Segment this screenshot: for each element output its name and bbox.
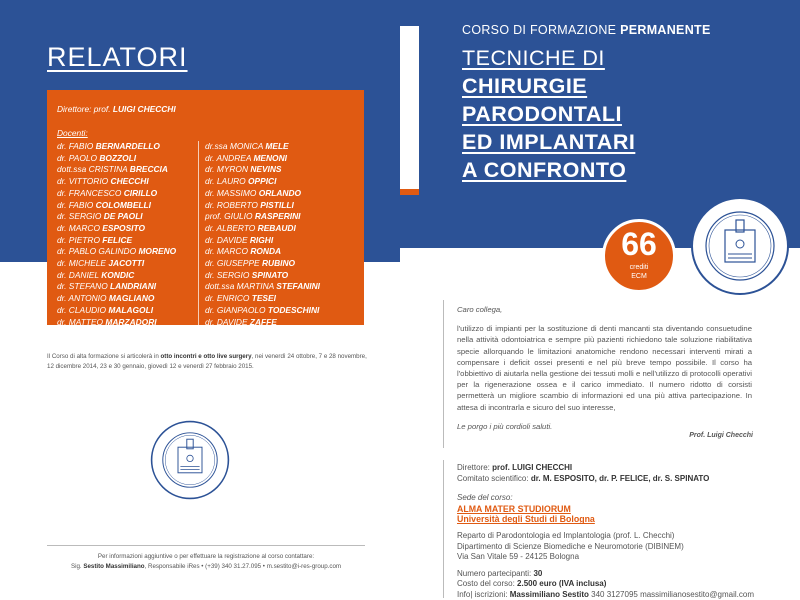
title-line-1: TECNICHE DI xyxy=(462,46,605,70)
docente-name: dr. MYRON xyxy=(205,164,251,175)
docente-item xyxy=(57,317,198,329)
letter-signature: Prof. Luigi Checchi xyxy=(689,432,753,439)
docente-name: dr. PABLO GALINDO xyxy=(57,246,139,257)
iscrizioni-line xyxy=(457,590,787,600)
docente-item xyxy=(205,141,354,153)
column-divider xyxy=(198,141,199,340)
docente-surname: BOZZOLI xyxy=(99,152,137,163)
docente-item xyxy=(205,317,354,329)
partecipanti-pre: Numero partecipanti: xyxy=(457,568,534,578)
docente-surname: TODESCHINI xyxy=(267,304,320,315)
docente-surname: RIGHI xyxy=(249,234,274,245)
letter-closing: Le porgo i più cordioli saluti. xyxy=(457,421,553,431)
info-rule xyxy=(443,460,444,598)
docente-name: dr. ENRICO xyxy=(205,293,252,304)
docente-surname: RUBINO xyxy=(261,258,296,269)
docente-item xyxy=(57,246,198,258)
title-line-4: ED IMPLANTARI xyxy=(462,130,636,154)
docente-name: dr. MASSIMO xyxy=(205,187,259,198)
docente-surname: CIRILLO xyxy=(123,187,158,198)
docente-surname: LANDRIANI xyxy=(110,281,157,292)
credits-number: 66 xyxy=(621,226,657,262)
info-pre: Sig. xyxy=(70,563,84,570)
docente-name: dr. VITTORIO xyxy=(57,176,111,187)
title-accent-white-bar xyxy=(400,26,419,189)
title-accent-orange-bar xyxy=(400,189,419,195)
docente-name: dr. ALBERTO xyxy=(205,222,258,233)
docente-item xyxy=(205,246,354,258)
docente-surname: RASPERINI xyxy=(254,211,301,222)
course-info xyxy=(457,463,787,600)
docente-name: dr.ssa MONICA xyxy=(205,141,266,151)
docente-surname: PISTILLI xyxy=(260,199,294,210)
right-page xyxy=(400,0,800,600)
docente-name: dr. MARCO xyxy=(57,222,103,233)
docente-surname: RONDA xyxy=(250,246,282,257)
docente-item xyxy=(205,164,354,176)
docenti-columns xyxy=(57,141,354,340)
docente-surname: DE PAOLI xyxy=(103,211,143,222)
docente-name: dott.ssa MARTINA xyxy=(205,281,277,292)
docente-surname: NEVINS xyxy=(250,164,282,175)
docente-item xyxy=(57,141,198,153)
director-prefix: Direttore: prof. xyxy=(57,104,113,114)
title-line-2: CHIRURGIE xyxy=(462,74,588,98)
docente-name: dr. ANDREA xyxy=(205,152,254,163)
docente-surname: MARZADORI xyxy=(105,316,157,327)
info-contact-name: Sestito Massimiliano xyxy=(83,563,145,570)
docente-surname: ZAFFE xyxy=(249,316,277,327)
docente-name: dr. FABIO xyxy=(57,141,96,151)
docente-name: dr. FABIO xyxy=(57,199,96,210)
docente-surname: MALAGOLI xyxy=(108,304,154,315)
course-type-pre: CORSO DI FORMAZIONE xyxy=(462,23,621,37)
docente-item xyxy=(57,293,198,305)
docente-surname: COLOMBELLI xyxy=(95,199,151,210)
docente-name: dr. SERGIO xyxy=(205,269,252,280)
sede-name-2: Università degli Studi di Bologna xyxy=(457,514,595,525)
docente-item xyxy=(205,176,354,188)
info-line-1: Per informazioni aggiuntive o per effettuare la registrazione al corso contattare: xyxy=(97,553,315,560)
info-post: , Responsabile iRes • (+39) 340 31.27.095 • m.sestito@i-res-group.com xyxy=(144,563,342,570)
docente-surname: BRECCIA xyxy=(129,164,168,175)
letter-rule xyxy=(443,300,444,448)
letter xyxy=(457,304,752,432)
docente-item xyxy=(205,328,354,340)
docente-name: dr. GIUSEPPE xyxy=(205,258,262,269)
comitato-bold: dr. M. ESPOSITO, dr. P. FELICE, dr. S. SPINATO xyxy=(530,473,710,483)
note-text-end: , nei venerdì 24 ottobre, 7 e 28 novembre, 12 dicembre 2014, 23 e 30 gennaio, giovedì 12 e venerdì 27 febbraio 2015. xyxy=(47,353,367,370)
docente-item xyxy=(205,211,354,223)
address-line-2: Dipartimento di Scienze Biomediche e Neuromotorie (DIBINEM) xyxy=(457,541,684,551)
docente-surname: OPPICI xyxy=(248,176,277,187)
director-line xyxy=(57,104,354,114)
costo-line xyxy=(457,579,787,590)
docente-name: dr. MICHELE xyxy=(57,258,109,269)
docente-name: dr. LAURO xyxy=(205,176,249,187)
docenti-column-1 xyxy=(57,141,198,340)
docente-surname: ORLANDO xyxy=(258,187,302,198)
docente-name: dr. DANIEL xyxy=(57,269,102,280)
costo-pre: Costo del corso: xyxy=(457,579,518,589)
comitato-pre: Comitato scientifico: xyxy=(457,473,531,483)
director-bold: prof. LUIGI CHECCHI xyxy=(492,463,573,472)
docente-item xyxy=(57,153,198,165)
docente-surname: REBAUDI xyxy=(257,222,296,233)
partecipanti-line xyxy=(457,569,787,580)
docente-item xyxy=(57,305,198,317)
docente-surname: TESEI xyxy=(251,293,276,304)
letter-body: l'utilizzo di impianti per la sostituzione di denti mancanti sta diventando consuetudine nella attività odontoiatrica e sempre più pazienti richiedono tale soluzione riabilitativa specie allorquando le limitazioni anatomiche rendono necessari interventi mirati a compensare i deficit ossei presenti e nel più breve tempo possibile. Il corso ha l'obbiettivo di aiutarla nella gestione dei tessuti molli e nell'utilizzo di protocolli operativi per la rigenerazione ossea e il carico immediato. Il numero ridotto di corsisti permetterà un migliore scambio di informazioni ed una più attiva partecipazione. In attesa di incontrarla e sicuro del suo interesse, xyxy=(457,324,752,412)
left-footer-rule xyxy=(47,545,365,546)
address-line-3: Via San Vitale 59 - 24125 Bologna xyxy=(457,552,580,562)
docente-surname: JACOTTI xyxy=(108,258,145,269)
comitato-line xyxy=(457,474,787,485)
docente-item xyxy=(57,188,198,200)
docente-surname: ESPOSITO xyxy=(102,222,145,233)
docente-item xyxy=(57,258,198,270)
docente-item xyxy=(205,270,354,282)
speakers-box xyxy=(47,90,364,339)
credits-ecm-label: ECM xyxy=(631,273,647,280)
docente-name: prof. GIULIO xyxy=(205,211,255,222)
info-line-2 xyxy=(47,562,365,572)
letter-greeting: Caro collega, xyxy=(457,305,503,314)
docente-item xyxy=(205,223,354,235)
docente-surname: KONDIC xyxy=(101,269,135,280)
docente-name: dr. CLAUDIO xyxy=(57,304,109,315)
docente-item xyxy=(205,305,354,317)
note-bold: otto incontri e otto live surgery xyxy=(160,353,252,360)
docente-name: dr. MATTEO xyxy=(57,316,106,327)
docente-surname: FELICE xyxy=(102,234,133,245)
course-type-line xyxy=(462,23,711,37)
credits-label: crediti xyxy=(629,264,649,271)
university-seal-icon xyxy=(150,420,230,500)
university-seal-icon xyxy=(690,196,790,296)
director-pre: Direttore: xyxy=(457,463,493,472)
registration-info xyxy=(47,552,365,572)
title-line-3: PARODONTALI xyxy=(462,102,622,126)
docente-item xyxy=(57,211,198,223)
docente-name: dr. PAOLO xyxy=(57,152,100,163)
docente-item xyxy=(205,258,354,270)
docente-name: dr. SERGIO xyxy=(57,211,104,222)
docente-item xyxy=(205,293,354,305)
docente-item xyxy=(205,188,354,200)
sede-name-1: ALMA MATER STUDIORUM xyxy=(457,503,571,514)
docente-surname: MORENO xyxy=(138,246,177,257)
docente-surname: MAGLIANO xyxy=(108,293,155,304)
director-line xyxy=(457,463,787,474)
costo-value: 2.500 euro (IVA inclusa) xyxy=(517,579,607,589)
docente-name: prof. GIOVANNI xyxy=(205,328,267,339)
iscrizioni-name: Massimiliano Sestito xyxy=(509,589,589,599)
docente-item xyxy=(57,281,198,293)
iscrizioni-pre: Info| iscrizioni: xyxy=(457,589,510,599)
docente-surname: STEFANINI xyxy=(276,281,320,292)
title-line-5: A CONFRONTO xyxy=(462,158,627,182)
docente-name: dr. FRANCESCO xyxy=(57,187,124,198)
docente-item xyxy=(205,281,354,293)
docente-item xyxy=(57,176,198,188)
docente-name: dr. ANTONIO xyxy=(57,293,109,304)
docente-name: dr. GIANPAOLO xyxy=(205,304,268,315)
docente-item xyxy=(57,235,198,247)
docente-item xyxy=(205,153,354,165)
docente-name: dr. DAVIDE xyxy=(205,316,250,327)
course-schedule-note xyxy=(47,352,367,372)
docente-item xyxy=(57,270,198,282)
docente-name: dr. DAVIDE xyxy=(205,234,250,245)
docente-surname: ZUCCHELLI xyxy=(266,328,315,339)
note-text: Il Corso di alta formazione si articolerà in xyxy=(47,353,161,360)
docente-surname: CHECCHI xyxy=(110,176,149,187)
docente-name: dr. MARCO xyxy=(205,246,251,257)
docente-item xyxy=(57,200,198,212)
docente-item xyxy=(205,235,354,247)
docente-item xyxy=(205,200,354,212)
iscrizioni-post: 340 3127095 massimilianosestito@gmail.com xyxy=(588,589,754,599)
docente-surname: SPINATO xyxy=(251,269,289,280)
docente-surname: MENONI xyxy=(253,152,287,163)
docente-name: dr. STEFANO xyxy=(57,281,111,292)
sede-label: Sede del corso: xyxy=(457,493,513,503)
docente-name: dott.ssa CRISTINA xyxy=(57,164,130,175)
docente-name: dr. ROBERTO xyxy=(205,199,261,210)
ecm-credits-badge xyxy=(602,219,676,293)
docente-name: dr. CLAUDIO xyxy=(57,328,109,339)
docente-surname: MAZZOTTI xyxy=(108,328,151,339)
director-name: LUIGI CHECCHI xyxy=(112,104,176,114)
docente-item xyxy=(57,223,198,235)
relatori-title: RELATORI xyxy=(47,42,188,72)
docente-item xyxy=(57,164,198,176)
address-line-1: Reparto di Parodontologia ed Implantologia (prof. L. Checchi) xyxy=(457,530,675,540)
docenti-label: Docenti: xyxy=(57,128,88,138)
partecipanti-value: 30 xyxy=(533,568,543,578)
docente-item xyxy=(57,328,198,340)
docenti-column-2 xyxy=(205,141,354,340)
docente-surname: MELE xyxy=(265,141,289,151)
docente-surname: BERNARDELLO xyxy=(95,141,160,151)
docente-name: dr. PIETRO xyxy=(57,234,103,245)
course-title xyxy=(462,44,635,184)
course-type-bold: PERMANENTE xyxy=(620,23,711,37)
